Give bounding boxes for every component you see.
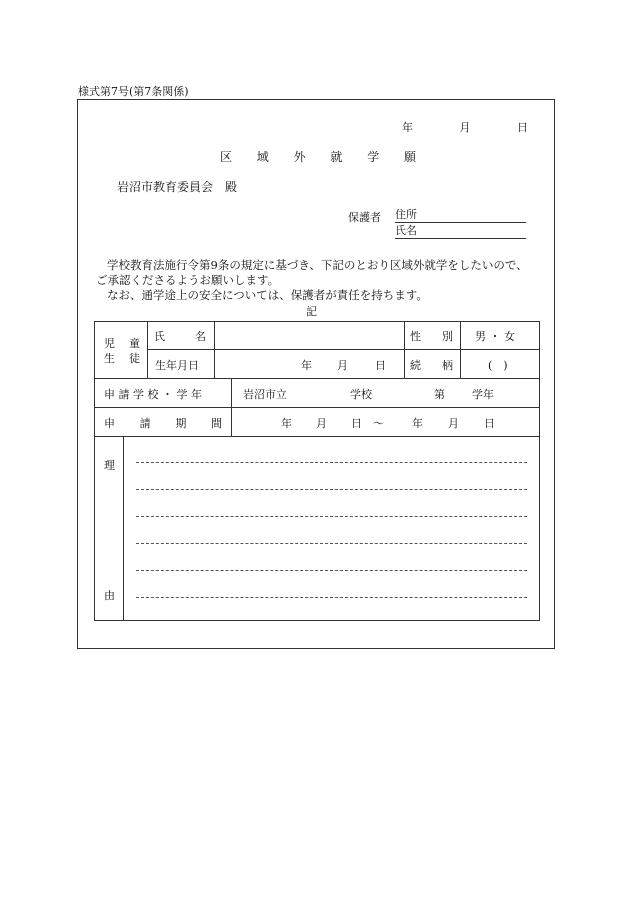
label-char: 柄	[442, 359, 453, 372]
child-label	[104, 335, 140, 351]
city-prefix: 岩沼市立	[243, 388, 287, 401]
guardian-name-field[interactable]: 氏名	[395, 225, 526, 239]
table-rule	[231, 378, 232, 436]
reason-line[interactable]	[136, 516, 527, 517]
birth-date-label: 生年月日	[155, 359, 199, 372]
period-start-year: 年	[281, 417, 292, 430]
reason-line[interactable]	[136, 489, 527, 490]
label-char: 間	[210, 417, 222, 430]
form-number-label: 様式第7号(第7条関係)	[78, 85, 189, 98]
student-label	[104, 350, 140, 366]
title-char: 域	[256, 150, 269, 164]
reason-label-top: 理	[104, 459, 115, 472]
label-char: 別	[442, 330, 453, 343]
date-day: 日	[517, 121, 528, 134]
label-char: 申	[104, 417, 115, 430]
form-title	[220, 148, 416, 165]
reason-line[interactable]	[136, 570, 527, 571]
period-label	[104, 415, 222, 431]
recipient: 岩沼市教育委員会 殿	[117, 180, 238, 194]
application-date	[402, 119, 528, 135]
table-rule	[123, 436, 124, 621]
label-char: 氏	[154, 330, 165, 343]
table-rule	[94, 436, 540, 437]
table-rule	[94, 378, 540, 379]
body-line-2: ご承認くださるようお願いします。	[96, 273, 280, 287]
period-start-month: 月	[316, 417, 327, 430]
label-char: 請	[139, 417, 151, 430]
relation-value[interactable]: ( )	[488, 359, 508, 372]
period-end-year: 年	[412, 417, 423, 430]
table-rule	[147, 349, 540, 350]
date-month: 月	[459, 121, 471, 134]
birth-day: 日	[375, 359, 386, 372]
reason-line[interactable]	[136, 597, 527, 598]
birth-month: 月	[337, 359, 348, 372]
label-char: 続	[410, 359, 421, 372]
birth-year: 年	[301, 359, 312, 372]
school-word: 学校	[350, 388, 372, 401]
label-char: 性	[410, 330, 421, 343]
period-end-month: 月	[448, 417, 459, 430]
label-char: 童	[129, 337, 140, 350]
name-input-cell[interactable]	[216, 323, 402, 348]
title-char: 就	[330, 150, 343, 164]
grade-dai: 第	[434, 388, 445, 401]
label-char: 生	[104, 352, 115, 365]
guardian-label: 保護者	[348, 211, 381, 224]
name-label	[154, 328, 206, 344]
title-char: 学	[367, 150, 380, 164]
table-rule	[214, 321, 215, 378]
table-rule	[460, 321, 461, 378]
date-year: 年	[402, 121, 413, 134]
label-char: 徒	[129, 352, 140, 365]
period-end-day: 日	[484, 417, 495, 430]
table-rule	[404, 321, 405, 378]
grade-word: 学年	[472, 388, 494, 401]
school-grade-label: 申 請 学 校 ・ 学 年	[104, 388, 202, 401]
guardian-address-field[interactable]: 住所	[395, 209, 526, 223]
ki-label: 記	[306, 305, 317, 318]
period-separator: ～	[373, 417, 384, 430]
reason-line[interactable]	[136, 543, 527, 544]
period-start-day: 日	[351, 417, 362, 430]
table-rule	[147, 321, 148, 378]
title-char: 願	[403, 150, 416, 164]
relation-label	[410, 357, 453, 373]
gender-label	[410, 328, 453, 344]
reason-label-bottom: 由	[104, 589, 115, 602]
label-char: 名	[195, 330, 206, 343]
title-char: 外	[293, 150, 306, 164]
label-char: 期	[175, 417, 187, 430]
body-line-1: 学校教育法施行令第9条の規定に基づき、下記のとおり区域外就学をしたいので、	[107, 258, 528, 272]
label-char: 児	[104, 337, 115, 350]
title-char: 区	[220, 150, 233, 164]
table-rule	[94, 407, 540, 408]
reason-line[interactable]	[136, 462, 527, 463]
body-line-3: なお、通学途上の安全については、保護者が責任を持ちます。	[107, 288, 428, 302]
gender-value[interactable]: 男 ・ 女	[475, 330, 515, 343]
